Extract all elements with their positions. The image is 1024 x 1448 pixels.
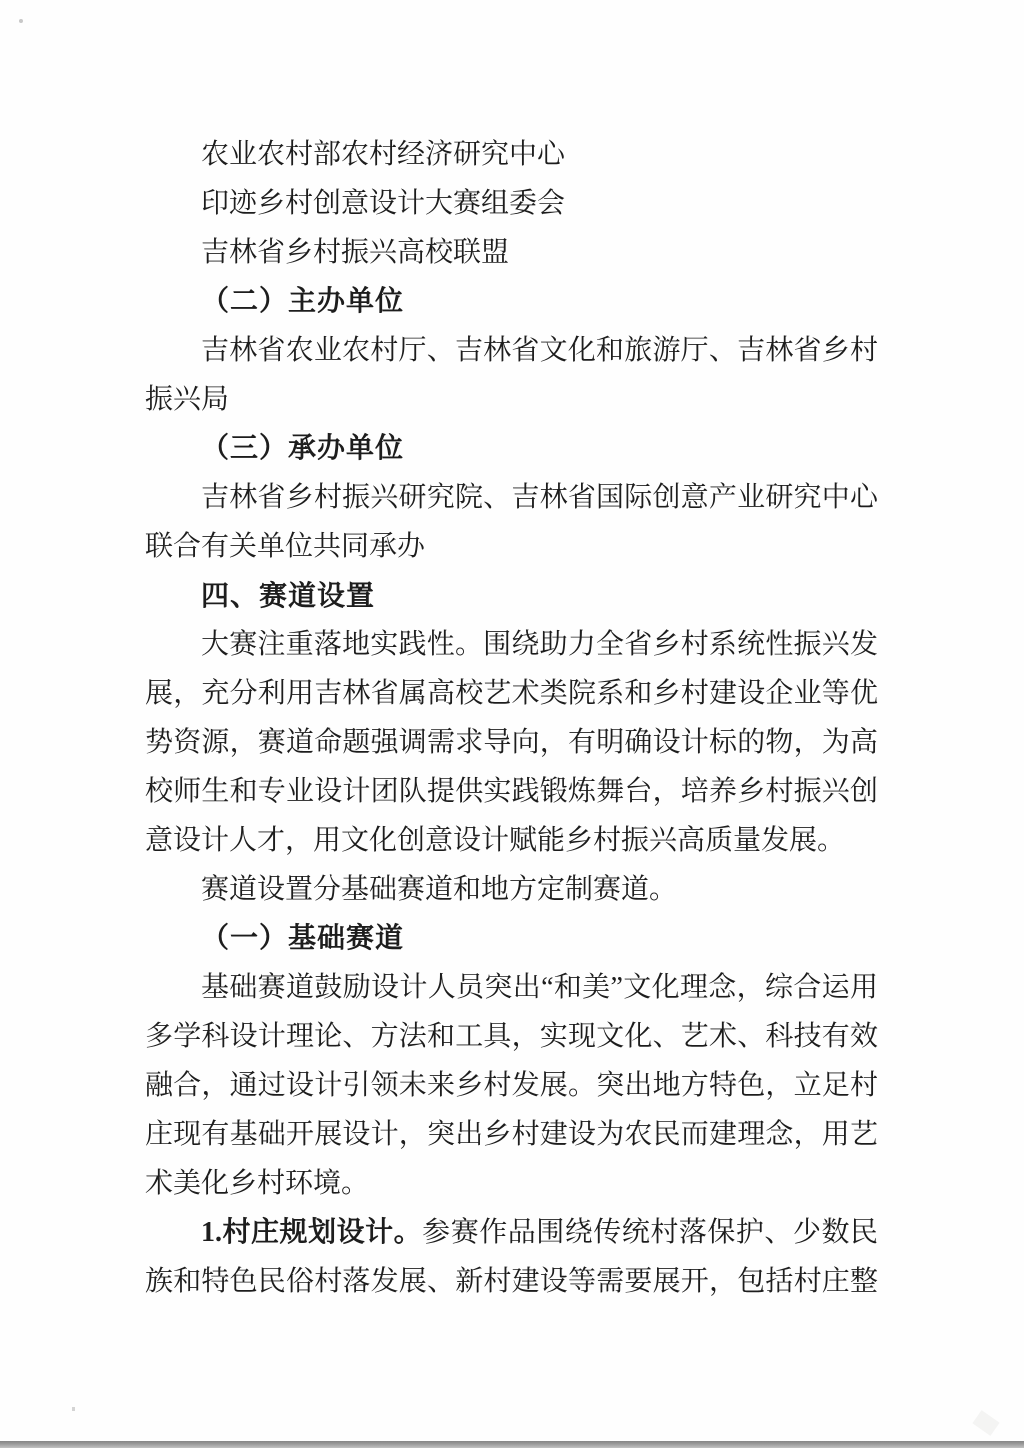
basic-track-paragraph-line: 多学科设计理论、方法和工具，实现文化、艺术、科技有效 [145, 1021, 878, 1052]
basic-track-paragraph-line: 庄现有基础开展设计，突出乡村建设为农民而建理念，用艺 [145, 1119, 878, 1150]
item-1-text: 参赛作品围绕传统村落保护、少数民 [422, 1217, 878, 1248]
item-1-lead-label: 1.村庄规划设计。 [201, 1217, 423, 1248]
undertaker-units-line: 联合有关单位共同承办 [145, 531, 426, 562]
scan-smudge-artifact [972, 1410, 999, 1436]
co-organizer-line: 农业农村部农村经济研究中心 [201, 139, 566, 170]
host-units-heading: （二）主办单位 [201, 286, 405, 317]
basic-track-paragraph-line: 术美化乡村环境。 [145, 1168, 370, 1199]
section-4-paragraph-line: 展，充分利用吉林省属高校艺术类院系和乡村建设企业等优 [145, 678, 878, 709]
item-1-line: 族和特色民俗村落发展、新村建设等需要展开，包括村庄整 [145, 1266, 878, 1297]
item-1-line [145, 1208, 878, 1257]
scan-speck-artifact [19, 19, 23, 23]
host-units-line: 振兴局 [145, 384, 230, 415]
section-4-heading: 四、赛道设置 [201, 580, 376, 611]
section-4-paragraph-line: 意设计人才，用文化创意设计赋能乡村振兴高质量发展。 [145, 825, 846, 856]
document-body [145, 130, 878, 1306]
section-4-paragraph-line: 势资源，赛道命题强调需求导向，有明确设计标的物，为高 [145, 727, 878, 758]
co-organizer-line: 吉林省乡村振兴高校联盟 [201, 237, 510, 268]
basic-track-heading: （一）基础赛道 [201, 923, 405, 954]
host-units-line: 吉林省农业农村厅、吉林省文化和旅游厅、吉林省乡村 [201, 335, 878, 366]
scan-speck-artifact [72, 1407, 75, 1411]
scanner-edge-strip [0, 1441, 1024, 1448]
undertaker-units-line: 吉林省乡村振兴研究院、吉林省国际创意产业研究中心 [201, 482, 878, 513]
section-4-paragraph-line: 校师生和专业设计团队提供实践锻炼舞台，培养乡村振兴创 [145, 776, 878, 807]
section-4-paragraph-line: 赛道设置分基础赛道和地方定制赛道。 [201, 874, 678, 905]
basic-track-paragraph-line: 融合，通过设计引领未来乡村发展。突出地方特色，立足村 [145, 1070, 878, 1101]
co-organizer-line: 印迹乡村创意设计大赛组委会 [201, 188, 566, 219]
section-4-paragraph-line: 大赛注重落地实践性。围绕助力全省乡村系统性振兴发 [201, 629, 878, 660]
basic-track-paragraph-line: 基础赛道鼓励设计人员突出“和美”文化理念，综合运用 [201, 972, 878, 1003]
undertaker-units-heading: （三）承办单位 [201, 433, 405, 464]
